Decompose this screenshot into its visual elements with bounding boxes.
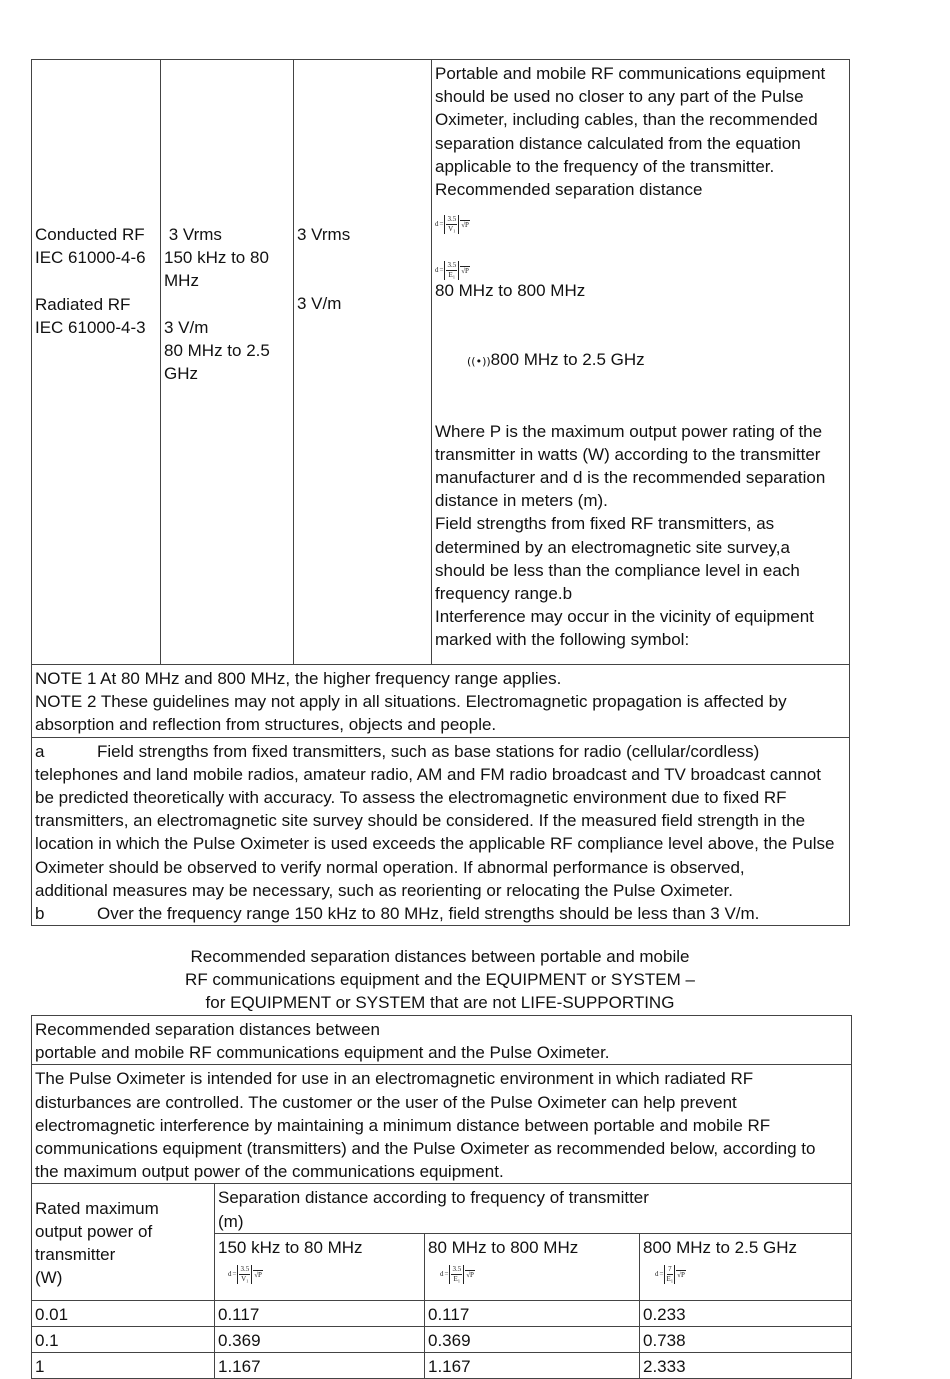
guidance-line: Field strengths from fixed RF transmitters, as [435, 514, 775, 534]
formula: d = $\frac{7}{\text{E₁}}$ √P [655, 1265, 685, 1284]
footnote-line: telephones and land mobile radios, amateur radio, AM and FM radio broadcast and TV broadcast cannot [35, 764, 821, 784]
note-line: NOTE 1 At 80 MHz and 800 MHz, the higher frequency range applies. [35, 669, 562, 688]
test-line: IEC 61000-4-6 [35, 248, 146, 268]
formula: d = $\frac{3.5}{\text{V₁}}$ √P [435, 215, 469, 234]
table-cell: 2.333 [640, 1353, 852, 1379]
formula: d = $\frac{3.5}{\text{V₁}}$ √P [228, 1265, 262, 1284]
guidance-line: marked with the following symbol: [435, 630, 690, 650]
footnote-line: transmitters, an electromagnetic site survey should be considered. If the measured field strength in the [35, 811, 806, 831]
rated-header-line: (W) [35, 1268, 63, 1288]
separation-header-row [32, 1184, 852, 1233]
separation-title-row [32, 1016, 852, 1065]
freq-label: 150 kHz to 80 MHz [218, 1237, 363, 1257]
guidance-line: should be less than the compliance level in each [435, 560, 800, 580]
freq-header-800m [640, 1233, 852, 1300]
test-line: Radiated RF [35, 294, 131, 314]
immunity-table [31, 59, 850, 926]
footnote-a-first: Field strengths from fixed transmitters, such as base stations for radio (cellular/cordless) [97, 741, 760, 761]
title-line: Recommended separation distances between [35, 1020, 380, 1039]
table-cell: 0.738 [640, 1327, 852, 1353]
separation-distance-header [215, 1184, 852, 1233]
table-cell: 0.233 [640, 1300, 852, 1326]
separation-title-cell [32, 1016, 852, 1065]
range-800-2500-line [435, 348, 846, 373]
range-80-800: 80 MHz to 800 MHz [435, 281, 586, 301]
freq-header-80m [425, 1233, 640, 1300]
guidance-line: applicable to the frequency of the transmitter. [435, 156, 775, 176]
footnotes-row [32, 737, 850, 926]
footnote-line: location in which the Pulse Oximeter is used exceeds the applicable RF compliance level above, the Pulse [35, 834, 835, 854]
guidance-line: manufacturer and d is the recommended separation [435, 468, 826, 488]
footnote-line: additional measures may be necessary, such as reorienting or relocating the Pulse Oximeter. [35, 880, 733, 900]
formula: d = $\frac{3.5}{\text{E₁}}$ √P [440, 1265, 474, 1284]
separation-table [31, 1015, 852, 1379]
intro-line: electromagnetic interference by maintaining a minimum distance between portable and mobile RF [35, 1115, 771, 1135]
guidance-line: distance in meters (m). [435, 491, 608, 511]
intro-line: the maximum output power of the communications equipment. [35, 1162, 504, 1182]
rated-header-line: transmitter [35, 1245, 116, 1265]
footnote-b-text: Over the frequency range 150 kHz to 80 MHz, field strengths should be less than 3 V/m. [97, 904, 760, 924]
freq-label: 80 MHz to 800 MHz [428, 1237, 579, 1257]
test-level-line [164, 293, 290, 316]
test-level-line: GHz [164, 364, 198, 384]
test-level-line: MHz [164, 271, 199, 291]
sep-header-line: Separation distance according to frequency of transmitter [218, 1188, 649, 1208]
note-line: absorption and reflection from structures, objects and people. [35, 715, 497, 735]
separation-intro-cell [32, 1065, 852, 1184]
test-column-cell [32, 60, 161, 665]
guidance-line: Portable and mobile RF communications equipment [435, 64, 826, 83]
caption-line: Recommended separation distances between portable and mobile [190, 947, 690, 966]
intro-line: The Pulse Oximeter is intended for use in an electromagnetic environment in which radiated RF [35, 1069, 754, 1089]
footnotes-cell [32, 737, 850, 926]
test-line: Conducted RF [35, 225, 145, 244]
guidance-line: frequency range.b [435, 584, 573, 604]
table-cell: 0.117 [215, 1300, 425, 1326]
table-cell: 0.117 [425, 1300, 640, 1326]
test-level-cell [161, 60, 294, 665]
guidance-cell [432, 60, 850, 665]
freq-label: 800 MHz to 2.5 GHz [643, 1237, 798, 1257]
compliance-conducted: 3 Vrms [297, 225, 351, 244]
test-level-line: 150 kHz to 80 [164, 248, 269, 268]
table-cell: 0.01 [32, 1300, 215, 1326]
sep-header-line: (m) [218, 1211, 244, 1231]
compliance-level-cell [294, 60, 432, 665]
intro-line: disturbances are controlled. The customer or the user of the Pulse Oximeter can help prevent [35, 1092, 737, 1112]
formula-radiated [435, 255, 846, 279]
table-cell: 0.369 [425, 1327, 640, 1353]
section-caption [31, 945, 849, 1015]
range-800-2500: 800 MHz to 2.5 GHz [490, 350, 645, 370]
footnote-b-label: b [35, 904, 45, 924]
table-cell: 1 [32, 1353, 215, 1379]
table-cell: 1.167 [425, 1353, 640, 1379]
immunity-row [32, 60, 850, 665]
footnote-a-label: a [35, 741, 45, 761]
compliance-radiated: 3 V/m [297, 294, 342, 314]
footnote-line: Oximeter should be observed to verify normal operation. If abnormal performance is observed, [35, 857, 745, 877]
guidance-line: separation distance calculated from the equation [435, 133, 801, 153]
caption-line: RF communications equipment and the EQUIPMENT or SYSTEM – [185, 970, 695, 990]
table-cell: 1.167 [215, 1353, 425, 1379]
table-row [32, 1353, 852, 1379]
guidance-line: transmitter in watts (W) according to the transmitter [435, 444, 821, 464]
rated-header-line: output power of [35, 1221, 153, 1241]
guidance-line: Interference may occur in the vicinity of equipment [435, 607, 814, 627]
footnote-b-line [35, 902, 846, 925]
test-level-line: 80 MHz to 2.5 [164, 341, 270, 361]
test-line: IEC 61000-4-3 [35, 317, 146, 337]
formula-conducted [435, 201, 846, 255]
guidance-line: Oximeter, including cables, than the recommended [435, 110, 818, 130]
table-row [32, 1300, 852, 1326]
footnote-line: be predicted theoretically with accuracy. To assess the electromagnetic environment due to fixed RF [35, 788, 787, 808]
test-level-line: 3 V/m [164, 317, 209, 337]
title-line: portable and mobile RF communications equipment and the Pulse Oximeter. [35, 1043, 610, 1063]
rated-power-header [32, 1184, 215, 1300]
table-cell: 0.369 [215, 1327, 425, 1353]
freq-header-150k [215, 1233, 425, 1300]
test-level-line: 3 Vrms [164, 225, 222, 244]
caption-line: for EQUIPMENT or SYSTEM that are not LIFE-SUPPORTING [205, 993, 675, 1013]
rated-header-line: Rated maximum [35, 1198, 159, 1218]
test-line [35, 269, 157, 292]
guidance-line: Where P is the maximum output power rating of the [435, 421, 823, 441]
separation-intro-row [32, 1065, 852, 1184]
guidance-line: Recommended separation distance [435, 180, 703, 200]
intro-line: communications equipment (transmitters) and the Pulse Oximeter as recommended below, according to [35, 1139, 816, 1159]
antenna-icon: ((•)) [467, 355, 491, 369]
table-row [32, 1327, 852, 1353]
table-cell: 0.1 [32, 1327, 215, 1353]
guidance-line: should be used no closer to any part of the Pulse [435, 87, 804, 107]
guidance-line: determined by an electromagnetic site survey,a [435, 537, 790, 557]
notes-row [32, 665, 850, 738]
footnote-a-line [35, 740, 846, 763]
note-line: NOTE 2 These guidelines may not apply in all situations. Electromagnetic propagation is affected by [35, 692, 787, 712]
formula: d = $\frac{3.5}{\text{E₁}}$ √P [435, 261, 469, 280]
notes-cell [32, 665, 850, 738]
